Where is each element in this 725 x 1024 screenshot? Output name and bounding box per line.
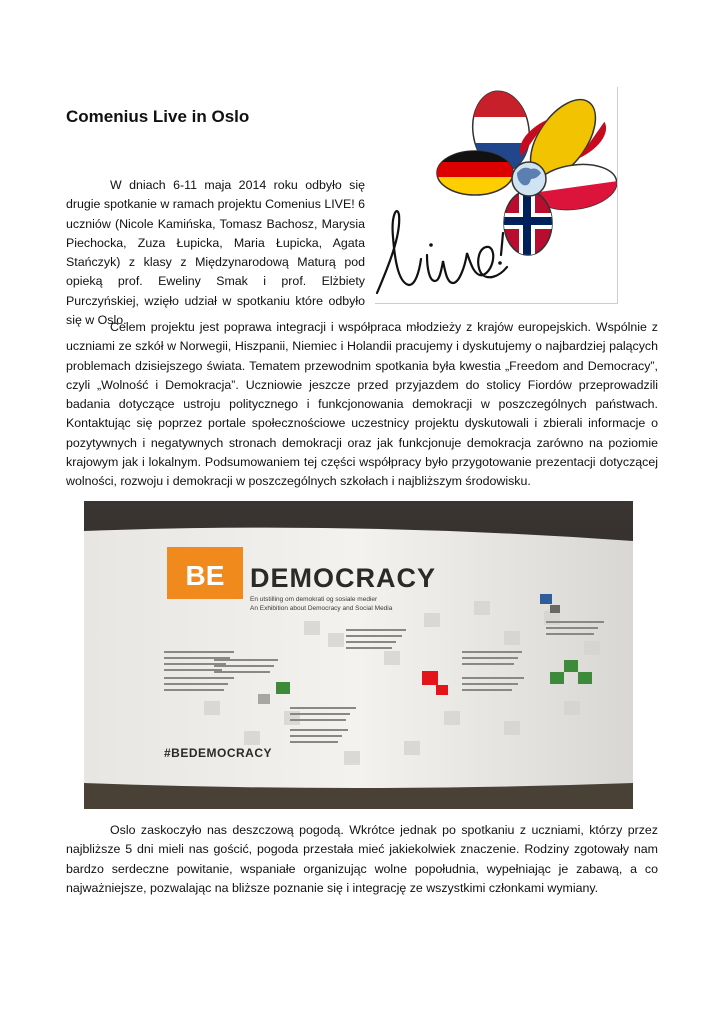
be-box-text: BE	[185, 560, 225, 591]
live-script-icon	[377, 211, 507, 293]
flower-of-flags-logo-icon	[375, 87, 617, 303]
project-paragraph: Celem projektu jest poprawa integracji i współpraca młodzieży z krajów europejskich. Wspólnie z uczniami ze szkół w Norwegii, Hiszpanii, Niemiec i Holandii pracujemy i dyskutujemy o najbardziej palących problemach dzisiejszego świata. Tematem przewodnim spotkania była kwestia „Freedom and Democracy”, czyli „Wolność i Demokracja”. Uczniowie jeszcze przed przyjazdem do stolicy Fiordów przeprowadzili badania dotyczące ustroju politycznego i funkcjonowania demokracji w poszczególnych państwach. Kontaktując się poprzez portale społecznościowe uczestnicy projektu dyskutowali i zbierali informacje o pozytywnych i negatywnych stronach demokracji oraz jak funkcjonuje demokracja zarówno na poziomie krajowym jak i lokalnym. Podsumowaniem tej części współpracy było przygotowanie prezentacji dotyczącej wolności, rozwoju i demokracji w poszczególnych szkołach i najbliższym środowisku.	[66, 320, 658, 489]
democracy-headline: DEMOCRACY	[250, 563, 437, 593]
be-democracy-exhibition-photo	[84, 501, 633, 809]
intro-paragraph: W dniach 6-11 maja 2014 roku odbyło się drugie spotkanie w ramach projektu Comenius LIVE! 6 uczniów (Nicole Kamińska, Tomasz Bachosz, Marysia Piechocka, Zuza Łupicka, Maria Łupicka, Agata Stańczyk) z klasy z Międzynarodową Maturą pod opieką prof. Eweliny Smak i prof. Elżbiety Purczyńskiej, wzięło udział w spotkaniu które odbyło się w Oslo.	[66, 178, 365, 328]
comenius-live-logo	[375, 87, 618, 304]
europe-globe-icon	[512, 162, 546, 196]
exhibition-subtitle-1: En utstilling om demokrati og sosiale medier	[250, 596, 378, 603]
exhibition-subtitle-2: An Exhibition about Democracy and Social Media	[250, 605, 393, 612]
bedemocracy-hashtag: #BEDEMOCRACY	[164, 746, 273, 760]
oslo-paragraph: Oslo zaskoczyło nas deszczową pogodą. Wkrótce jednak po spotkaniu z uczniami, którzy przez najbliższe 5 dni mieli nas gościć, pogoda przestała mieć jakiekolwiek znaczenie. Rodziny zgotowały nam bardzo serdeczne powitanie, wspaniałe organizując wolne popołudnia, wypełniając je zabawą, a co najważniejsze, pozwalając na bliższe poznanie się i integrację ze wszystkimi członkami wymiany.	[66, 823, 658, 895]
page-title: Comenius Live in Oslo	[66, 107, 250, 126]
